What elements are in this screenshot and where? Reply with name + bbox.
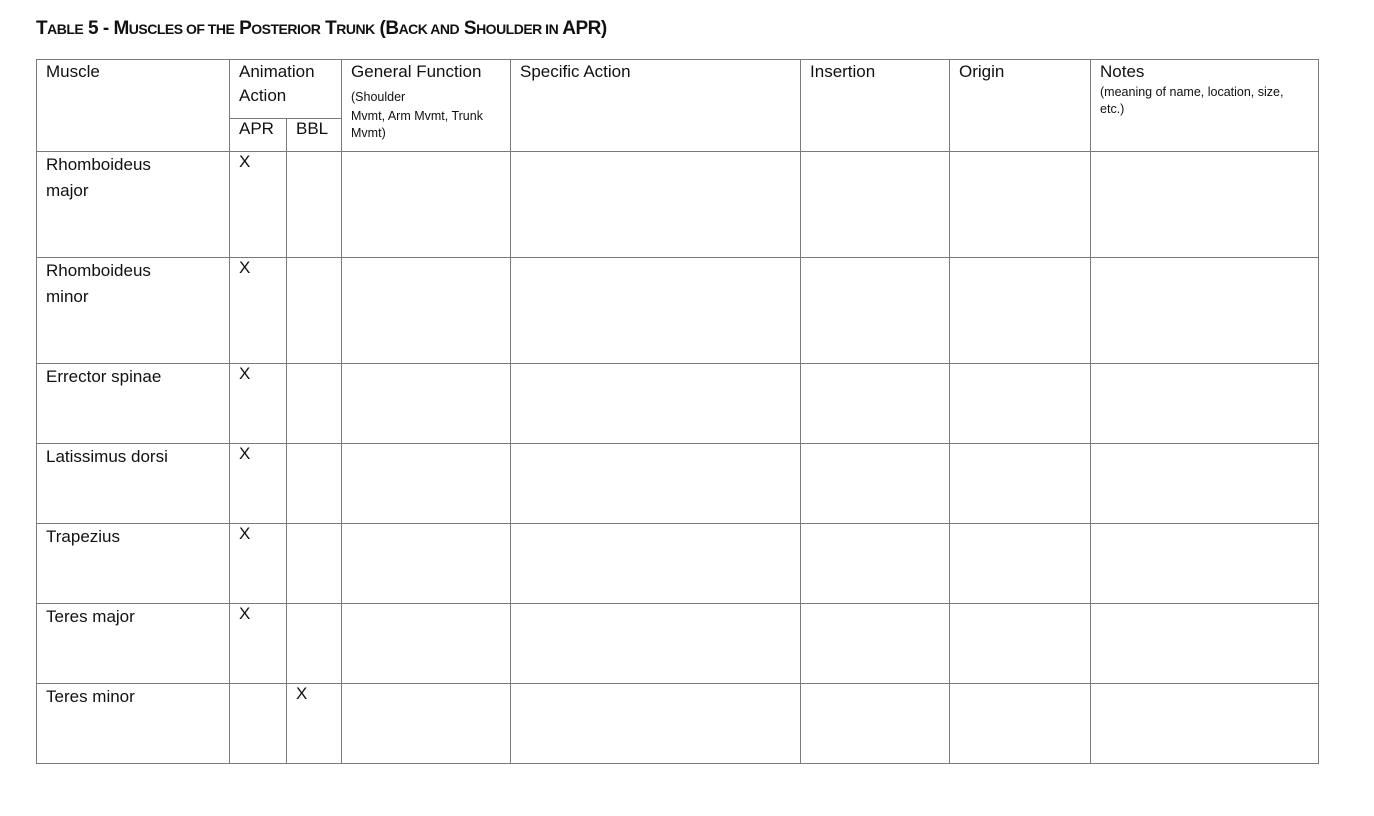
muscle-name: Trapezius [37,524,230,604]
bbl-mark [287,604,342,684]
origin-cell[interactable] [950,604,1091,684]
table-row [37,364,1319,444]
general-function-cell[interactable] [342,258,511,364]
origin-cell[interactable] [950,258,1091,364]
apr-mark: X [230,364,287,444]
notes-cell[interactable] [1091,152,1319,258]
table-row [37,604,1319,684]
origin-cell[interactable] [950,444,1091,524]
header-notes: Notes (meaning of name, location, size, etc.) [1091,60,1319,152]
table-title: TABLE 5 - MUSCLES OF THE POSTERIOR TRUNK (BACK AND SHOULDER IN APR) [36,18,607,39]
header-bbl: BBL [287,119,342,152]
notes-cell[interactable] [1091,604,1319,684]
apr-mark: X [230,444,287,524]
header-animation-action: Animation Action [230,60,342,119]
muscle-name: Teres major [37,604,230,684]
header-apr: APR [230,119,287,152]
table-row [37,152,1319,258]
notes-cell[interactable] [1091,684,1319,764]
apr-mark [230,684,287,764]
header-origin: Origin [950,60,1091,152]
table-row [37,524,1319,604]
apr-mark: X [230,258,287,364]
insertion-cell[interactable] [801,524,950,604]
insertion-cell[interactable] [801,258,950,364]
general-function-cell[interactable] [342,684,511,764]
origin-cell[interactable] [950,684,1091,764]
notes-cell[interactable] [1091,524,1319,604]
apr-mark: X [230,604,287,684]
muscle-name: Errector spinae [37,364,230,444]
muscle-name: Latissimus dorsi [37,444,230,524]
insertion-cell[interactable] [801,152,950,258]
bbl-mark: X [287,684,342,764]
apr-mark: X [230,152,287,258]
specific-action-cell[interactable] [511,604,801,684]
notes-cell[interactable] [1091,364,1319,444]
notes-cell[interactable] [1091,444,1319,524]
apr-mark: X [230,524,287,604]
bbl-mark [287,524,342,604]
origin-cell[interactable] [950,152,1091,258]
general-function-cell[interactable] [342,524,511,604]
specific-action-cell[interactable] [511,684,801,764]
bbl-mark [287,258,342,364]
general-function-cell[interactable] [342,364,511,444]
specific-action-cell[interactable] [511,258,801,364]
bbl-mark [287,444,342,524]
insertion-cell[interactable] [801,684,950,764]
insertion-cell[interactable] [801,604,950,684]
notes-cell[interactable] [1091,258,1319,364]
muscle-name: Teres minor [37,684,230,764]
bbl-mark [287,152,342,258]
muscle-table [36,59,1319,764]
header-muscle: Muscle [37,60,230,152]
general-function-cell[interactable] [342,604,511,684]
specific-action-cell[interactable] [511,444,801,524]
header-general-function: General Function (Shoulder Mvmt, Arm Mvmt, Trunk Mvmt) [342,60,511,152]
general-function-cell[interactable] [342,444,511,524]
insertion-cell[interactable] [801,364,950,444]
table-row [37,684,1319,764]
table-row [37,258,1319,364]
specific-action-cell[interactable] [511,364,801,444]
bbl-mark [287,364,342,444]
insertion-cell[interactable] [801,444,950,524]
table-row [37,444,1319,524]
muscle-name: Rhomboideus minor [37,258,230,364]
specific-action-cell[interactable] [511,152,801,258]
header-insertion: Insertion [801,60,950,152]
muscle-name: Rhomboideus major [37,152,230,258]
general-function-cell[interactable] [342,152,511,258]
origin-cell[interactable] [950,524,1091,604]
specific-action-cell[interactable] [511,524,801,604]
origin-cell[interactable] [950,364,1091,444]
header-specific-action: Specific Action [511,60,801,152]
